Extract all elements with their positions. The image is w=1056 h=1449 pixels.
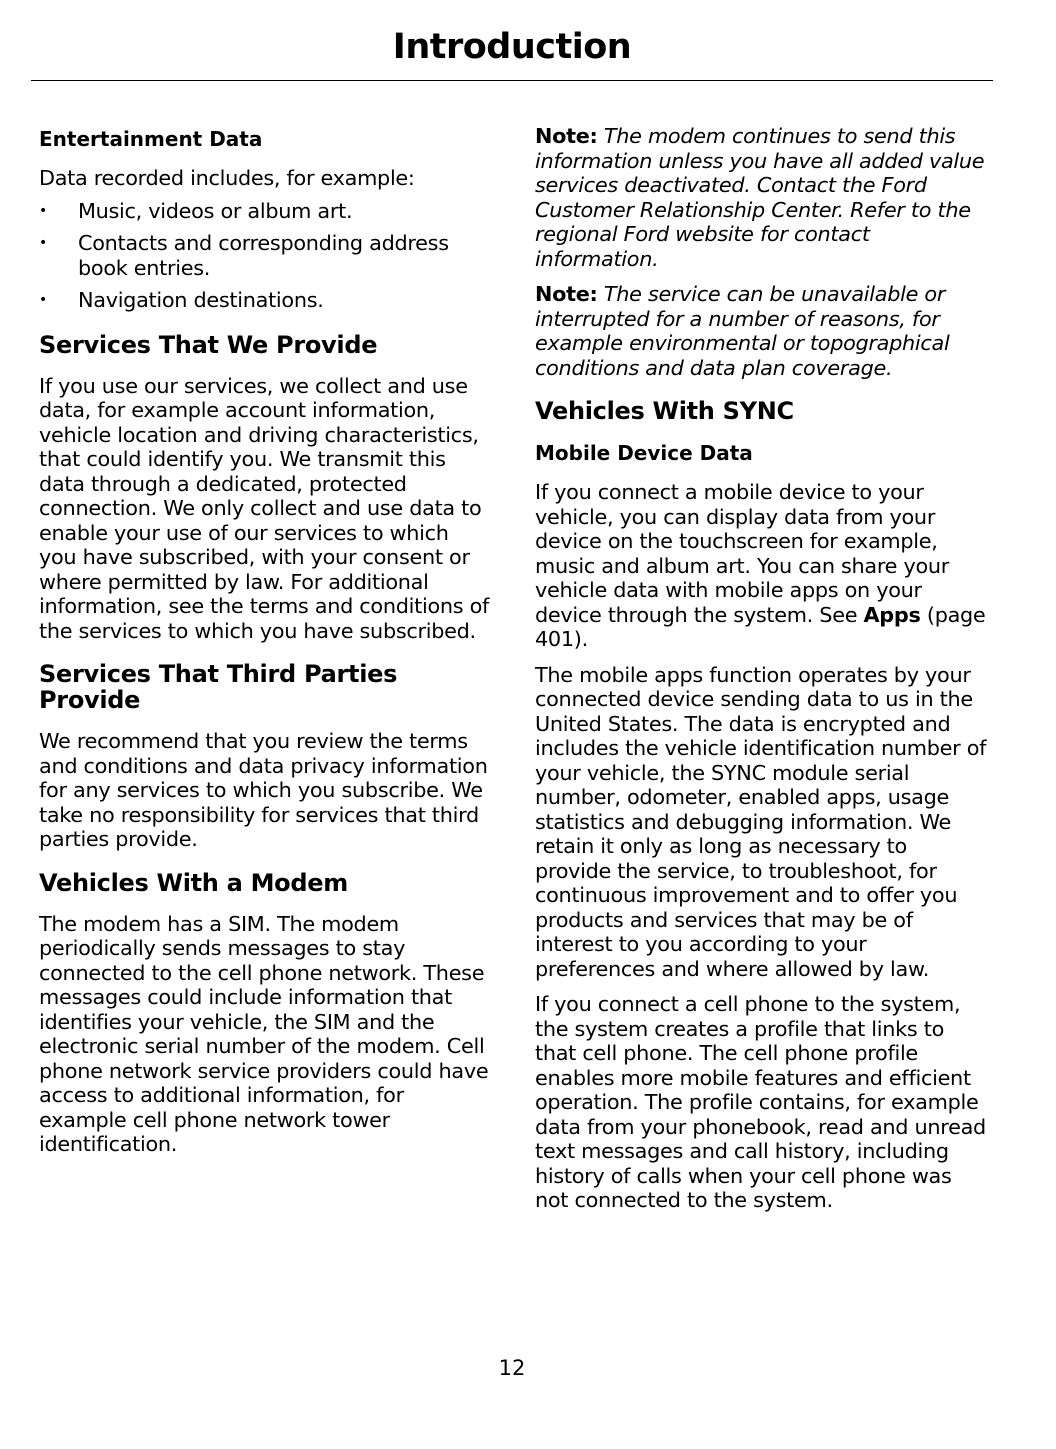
mobile-device-paragraph — [535, 480, 987, 652]
services-we-provide-heading: Services That We Provide — [39, 330, 378, 359]
modem-body: The modem has a SIM. The modem periodically sends messages to stay connected to the cell phone network. These messages could include information that identifies your vehicle, the SIM and the electronic serial number of the modem. Cell phone network service providers could have access to additional information, for example cell phone network tower identification. — [39, 911, 489, 1156]
third-parties-body: We recommend that you review the terms and conditions and data privacy information for any services to which you subscribe. We take no responsibility for services that third parties provide. — [39, 729, 488, 851]
modem-heading: Vehicles With a Modem — [39, 868, 348, 897]
third-parties-heading: Services That Third Parties Provide — [39, 660, 398, 714]
left-column — [39, 124, 491, 1157]
page-number: 12 — [498, 1356, 526, 1380]
services-we-provide-body: If you use our services, we collect and use data, for example account information, vehicle location and driving characteristics, that could identify you. We transmit this data through a dedicated, protected connection. We only collect and use data to enable your use of our services to which you have subscribed, with your consent or where permitted by law. For additional information, see the terms and conditions of the services to which you have subscribed. — [39, 373, 490, 643]
mobile-device-data-heading: Mobile Device Data — [535, 441, 753, 465]
cell-phone-profile-paragraph: If you connect a cell phone to the system, the system creates a profile that links to that cell phone. The cell phone profile enables more mobile features and efficient operation. The profile contains, for example data from your phonebook, read and unread text messages and call history, including history of calls when your cell phone was not connected to the system. — [535, 992, 986, 1212]
page-title: Introduction — [392, 27, 632, 67]
service-note — [535, 282, 987, 380]
list-item: • Music, videos or album art. — [39, 199, 491, 224]
modem-note — [535, 124, 987, 271]
apps-page-reference: (page 401). — [535, 602, 986, 651]
note-text: The service can be unavailable or interrupted for a number of reasons, for example environmental or topographical conditions and data plan coverage. — [535, 282, 950, 380]
mobile-device-text: If you connect a mobile device to your vehicle, you can display data from your device on the touchscreen for example, music and album art. You can share your vehicle data with mobile apps on your device through the system. See — [535, 480, 950, 627]
entertainment-data-heading: Entertainment Data — [39, 127, 263, 151]
list-item: • Contacts and corresponding address book entries. — [39, 231, 491, 280]
mobile-apps-paragraph: The mobile apps function operates by your connected device sending data to us in the United States. The data is encrypted and includes the vehicle identification number of your vehicle, the SYNC module serial number, odometer, enabled apps, usage statistics and debugging information. We retain it only as long as necessary to provide the service, to troubleshoot, for continuous improvement and to offer you products and services that may be of interest to you according to your preferences and where allowed by law. — [535, 662, 987, 981]
note-text: The modem continues to send this information unless you have all added value services deactivated. Contact the Ford Customer Relationship Center. Refer to the regional Ford website for contact information. — [535, 124, 985, 271]
vehicles-with-sync-heading: Vehicles With SYNC — [535, 397, 794, 425]
right-column — [535, 124, 987, 1213]
apps-reference-link[interactable]: Apps — [863, 602, 921, 627]
title-divider — [31, 80, 993, 81]
entertainment-bullet-list — [39, 199, 491, 313]
entertainment-intro: Data recorded includes, for example: — [39, 166, 415, 190]
note-label: Note: — [535, 282, 598, 306]
note-label: Note: — [535, 124, 598, 148]
list-item: • Navigation destinations. — [39, 288, 491, 313]
